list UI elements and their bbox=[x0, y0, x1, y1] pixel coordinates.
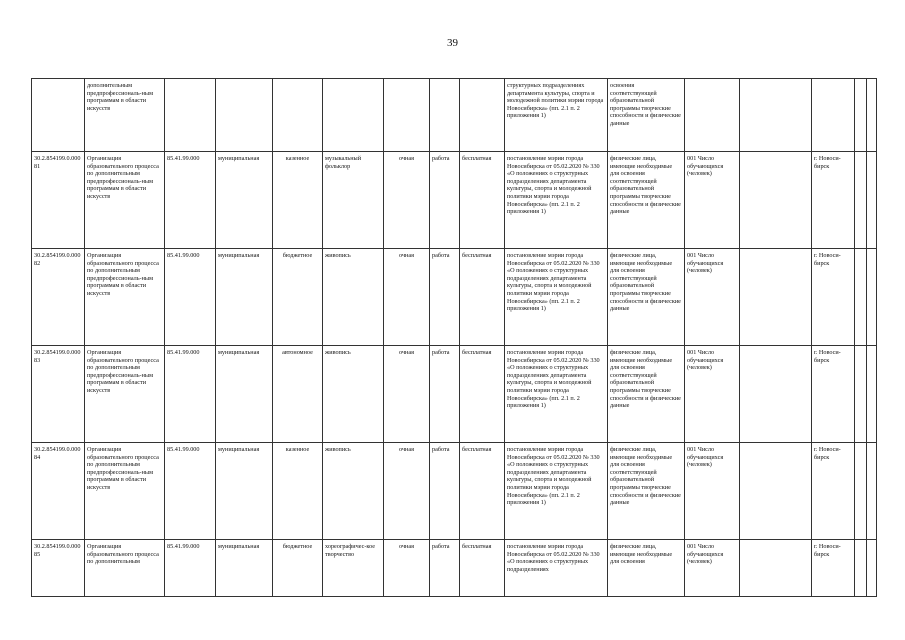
cell-basis: постановление мэрии города Новосибирска от 05.02.2020 № 330 «О положениях о структурных подразделениях департамента культуры, спорта и молодежной политики мэрии города Новосибирска» (пп. 2.1 п. 2 приложения 1) bbox=[505, 346, 608, 443]
table-row bbox=[32, 79, 877, 152]
cell-form: очная bbox=[384, 152, 430, 249]
cell-basis: постановление мэрии города Новосибирска от 05.02.2020 № 330 «О положениях о структурных подразделениях департамента культуры, спорта и молодежной политики мэрии города Новосибирска» (пп. 2.1 п. 2 приложения 1) bbox=[505, 249, 608, 346]
cell-form: очная bbox=[384, 443, 430, 540]
cell-basis: постановление мэрии города Новосибирска от 05.02.2020 № 330 «О положениях о структурных подразделениях департамента культуры, спорта и молодежной политики мэрии города Новосибирска» (пп. 2.1 п. 2 приложения 1) bbox=[505, 152, 608, 249]
cell-basis: постановление мэрии города Новосибирска от 05.02.2020 № 330 «О положениях о структурных подразделениях bbox=[505, 540, 608, 597]
cell-level: муниципальная bbox=[216, 540, 273, 597]
cell-payment: бесплатная bbox=[460, 443, 505, 540]
cell-code: 30.2.854199.0.00084 bbox=[32, 443, 85, 540]
cell-code: 30.2.854199.0.00085 bbox=[32, 540, 85, 597]
cell-service-name: Организация образовательного процесса по дополнительным предпрофессиональ-ным программам в области искусств bbox=[85, 249, 165, 346]
cell-kind: работа bbox=[430, 443, 460, 540]
cell-payment: бесплатная bbox=[460, 152, 505, 249]
cell-code bbox=[32, 79, 85, 152]
cell-payment: бесплатная bbox=[460, 540, 505, 597]
cell-basis: структурных подразделениях департамента культуры, спорта и молодежной политики мэрии города Новосибирска» (пп. 2.1 п. 2 приложения 1) bbox=[505, 79, 608, 152]
cell-consumers: физические лица, имеющие необходимые для освоения соответствующей образовательной программы творческие способности и физические данные bbox=[608, 249, 685, 346]
table-row bbox=[32, 346, 877, 443]
cell-service-name: Организация образовательного процесса по дополнительным предпрофессиональ-ным программам в области искусств bbox=[85, 152, 165, 249]
cell-consumers: физические лица, имеющие необходимые для освоения соответствующей образовательной программы творческие способности и физические данные bbox=[608, 346, 685, 443]
cell-okved: 85.41.99.000 bbox=[165, 346, 216, 443]
cell-level: муниципальная bbox=[216, 443, 273, 540]
cell-content: живопись bbox=[323, 249, 384, 346]
table-row bbox=[32, 249, 877, 346]
cell-code: 30.2.854199.0.00081 bbox=[32, 152, 85, 249]
cell-institution-type: бюджетное bbox=[273, 249, 323, 346]
cell-code: 30.2.854199.0.00082 bbox=[32, 249, 85, 346]
cell-indicator: 001 Число обучающихся (человек) bbox=[685, 152, 740, 249]
cell-service-name: дополнительным предпрофессиональ-ным программам в области искусств bbox=[85, 79, 165, 152]
cell-kind: работа bbox=[430, 249, 460, 346]
cell-content: хореографичес-кое творчество bbox=[323, 540, 384, 597]
cell-consumers: физические лица, имеющие необходимые для освоения соответствующей образовательной программы творческие способности и физические данные bbox=[608, 443, 685, 540]
cell-code: 30.2.854199.0.00083 bbox=[32, 346, 85, 443]
page-number: 39 bbox=[447, 37, 458, 49]
cell-level: муниципальная bbox=[216, 249, 273, 346]
cell-indicator: 001 Число обучающихся (человек) bbox=[685, 443, 740, 540]
cell-territory: г. Новоси-бирск bbox=[812, 443, 855, 540]
cell-okved: 85.41.99.000 bbox=[165, 152, 216, 249]
cell-kind: работа bbox=[430, 152, 460, 249]
cell-indicator: 001 Число обучающихся (человек) bbox=[685, 346, 740, 443]
cell-institution-type: казенное bbox=[273, 443, 323, 540]
cell-level: муниципальная bbox=[216, 152, 273, 249]
cell-basis: постановление мэрии города Новосибирска от 05.02.2020 № 330 «О положениях о структурных подразделениях департамента культуры, спорта и молодежной политики мэрии города Новосибирска» (пп. 2.1 п. 2 приложения 1) bbox=[505, 443, 608, 540]
cell-institution-type: автономное bbox=[273, 346, 323, 443]
cell-consumers: физические лица, имеющие необходимые для освоения bbox=[608, 540, 685, 597]
cell-indicator: 001 Число обучающихся (человек) bbox=[685, 540, 740, 597]
cell-institution-type: казенное bbox=[273, 152, 323, 249]
cell-payment: бесплатная bbox=[460, 346, 505, 443]
cell-form: очная bbox=[384, 346, 430, 443]
table-row bbox=[32, 152, 877, 249]
cell-level: муниципальная bbox=[216, 346, 273, 443]
cell-content: живопись bbox=[323, 443, 384, 540]
cell-service-name: Организация образовательного процесса по дополнительным bbox=[85, 540, 165, 597]
cell-kind: работа bbox=[430, 346, 460, 443]
cell-consumers: освоения соответствующей образовательной программы творческие способности и физические данные bbox=[608, 79, 685, 152]
cell-form: очная bbox=[384, 540, 430, 597]
cell-form: очная bbox=[384, 249, 430, 346]
registry-table bbox=[31, 78, 877, 597]
cell-institution-type: бюджетное bbox=[273, 540, 323, 597]
cell-kind: работа bbox=[430, 540, 460, 597]
cell-service-name: Организация образовательного процесса по дополнительным предпрофессиональ-ным программам в области искусств bbox=[85, 346, 165, 443]
cell-service-name: Организация образовательного процесса по дополнительным предпрофессиональ-ным программам в области искусств bbox=[85, 443, 165, 540]
cell-content: музыкальный фольклор bbox=[323, 152, 384, 249]
cell-territory: г. Новоси-бирск bbox=[812, 540, 855, 597]
cell-territory: г. Новоси-бирск bbox=[812, 249, 855, 346]
table-row bbox=[32, 540, 877, 597]
cell-okved: 85.41.99.000 bbox=[165, 540, 216, 597]
cell-okved: 85.41.99.000 bbox=[165, 249, 216, 346]
cell-payment: бесплатная bbox=[460, 249, 505, 346]
cell-indicator: 001 Число обучающихся (человек) bbox=[685, 249, 740, 346]
cell-territory: г. Новоси-бирск bbox=[812, 346, 855, 443]
cell-okved: 85.41.99.000 bbox=[165, 443, 216, 540]
cell-content: живопись bbox=[323, 346, 384, 443]
cell-territory: г. Новоси-бирск bbox=[812, 152, 855, 249]
table-row bbox=[32, 443, 877, 540]
cell-consumers: физические лица, имеющие необходимые для освоения соответствующей образовательной программы творческие способности и физические данные bbox=[608, 152, 685, 249]
